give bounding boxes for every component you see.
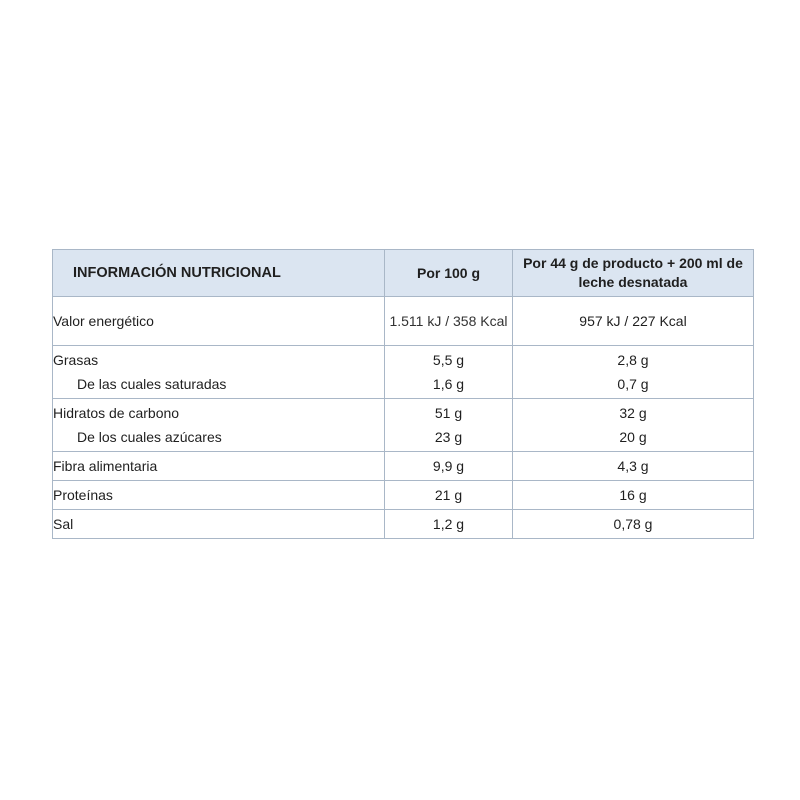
carbs-per100-cell [385, 399, 513, 452]
saturated-per-serving: 0,7 g [617, 376, 649, 392]
protein-per100: 21 g [385, 481, 513, 510]
fats-per-serving: 2,8 g [617, 352, 649, 368]
protein-label: Proteínas [53, 481, 385, 510]
carbs-per100: 51 g [434, 405, 463, 421]
header-per-100g: Por 100 g [385, 250, 513, 297]
saturated-label: De las cuales saturadas [77, 376, 227, 392]
fiber-per100: 9,9 g [385, 452, 513, 481]
salt-row [53, 510, 754, 539]
sugars-per-serving: 20 g [619, 429, 647, 445]
carbs-per-serving: 32 g [619, 405, 647, 421]
protein-per-serving: 16 g [513, 481, 754, 510]
fats-row [53, 346, 754, 399]
header-nutrition-info: INFORMACIÓN NUTRICIONAL [53, 250, 385, 297]
carbs-row [53, 399, 754, 452]
sugars-per100: 23 g [434, 429, 463, 445]
energy-per-serving: 957 kJ / 227 Kcal [513, 297, 754, 346]
fats-per-serving-cell [513, 346, 754, 399]
fats-label-cell [53, 346, 385, 399]
protein-row [53, 481, 754, 510]
saturated-per100: 1,6 g [432, 376, 465, 392]
energy-label: Valor energético [53, 297, 385, 346]
carbs-label: Hidratos de carbono [53, 405, 180, 421]
carbs-label-cell [53, 399, 385, 452]
salt-per-serving: 0,78 g [513, 510, 754, 539]
fiber-label: Fibra alimentaria [53, 452, 385, 481]
header-per-serving: Por 44 g de producto + 200 ml de leche desnatada [513, 250, 754, 297]
fats-label: Grasas [53, 352, 99, 368]
energy-per100: 1.511 kJ / 358 Kcal [385, 297, 513, 346]
header-row [53, 250, 754, 297]
carbs-per-serving-cell [513, 399, 754, 452]
fats-per100-cell [385, 346, 513, 399]
salt-label: Sal [53, 510, 385, 539]
sugars-label: De los cuales azúcares [77, 429, 222, 445]
fiber-row [53, 452, 754, 481]
fiber-per-serving: 4,3 g [513, 452, 754, 481]
nutrition-table [52, 249, 754, 539]
energy-row [53, 297, 754, 346]
salt-per100: 1,2 g [385, 510, 513, 539]
fats-per100: 5,5 g [432, 352, 465, 368]
